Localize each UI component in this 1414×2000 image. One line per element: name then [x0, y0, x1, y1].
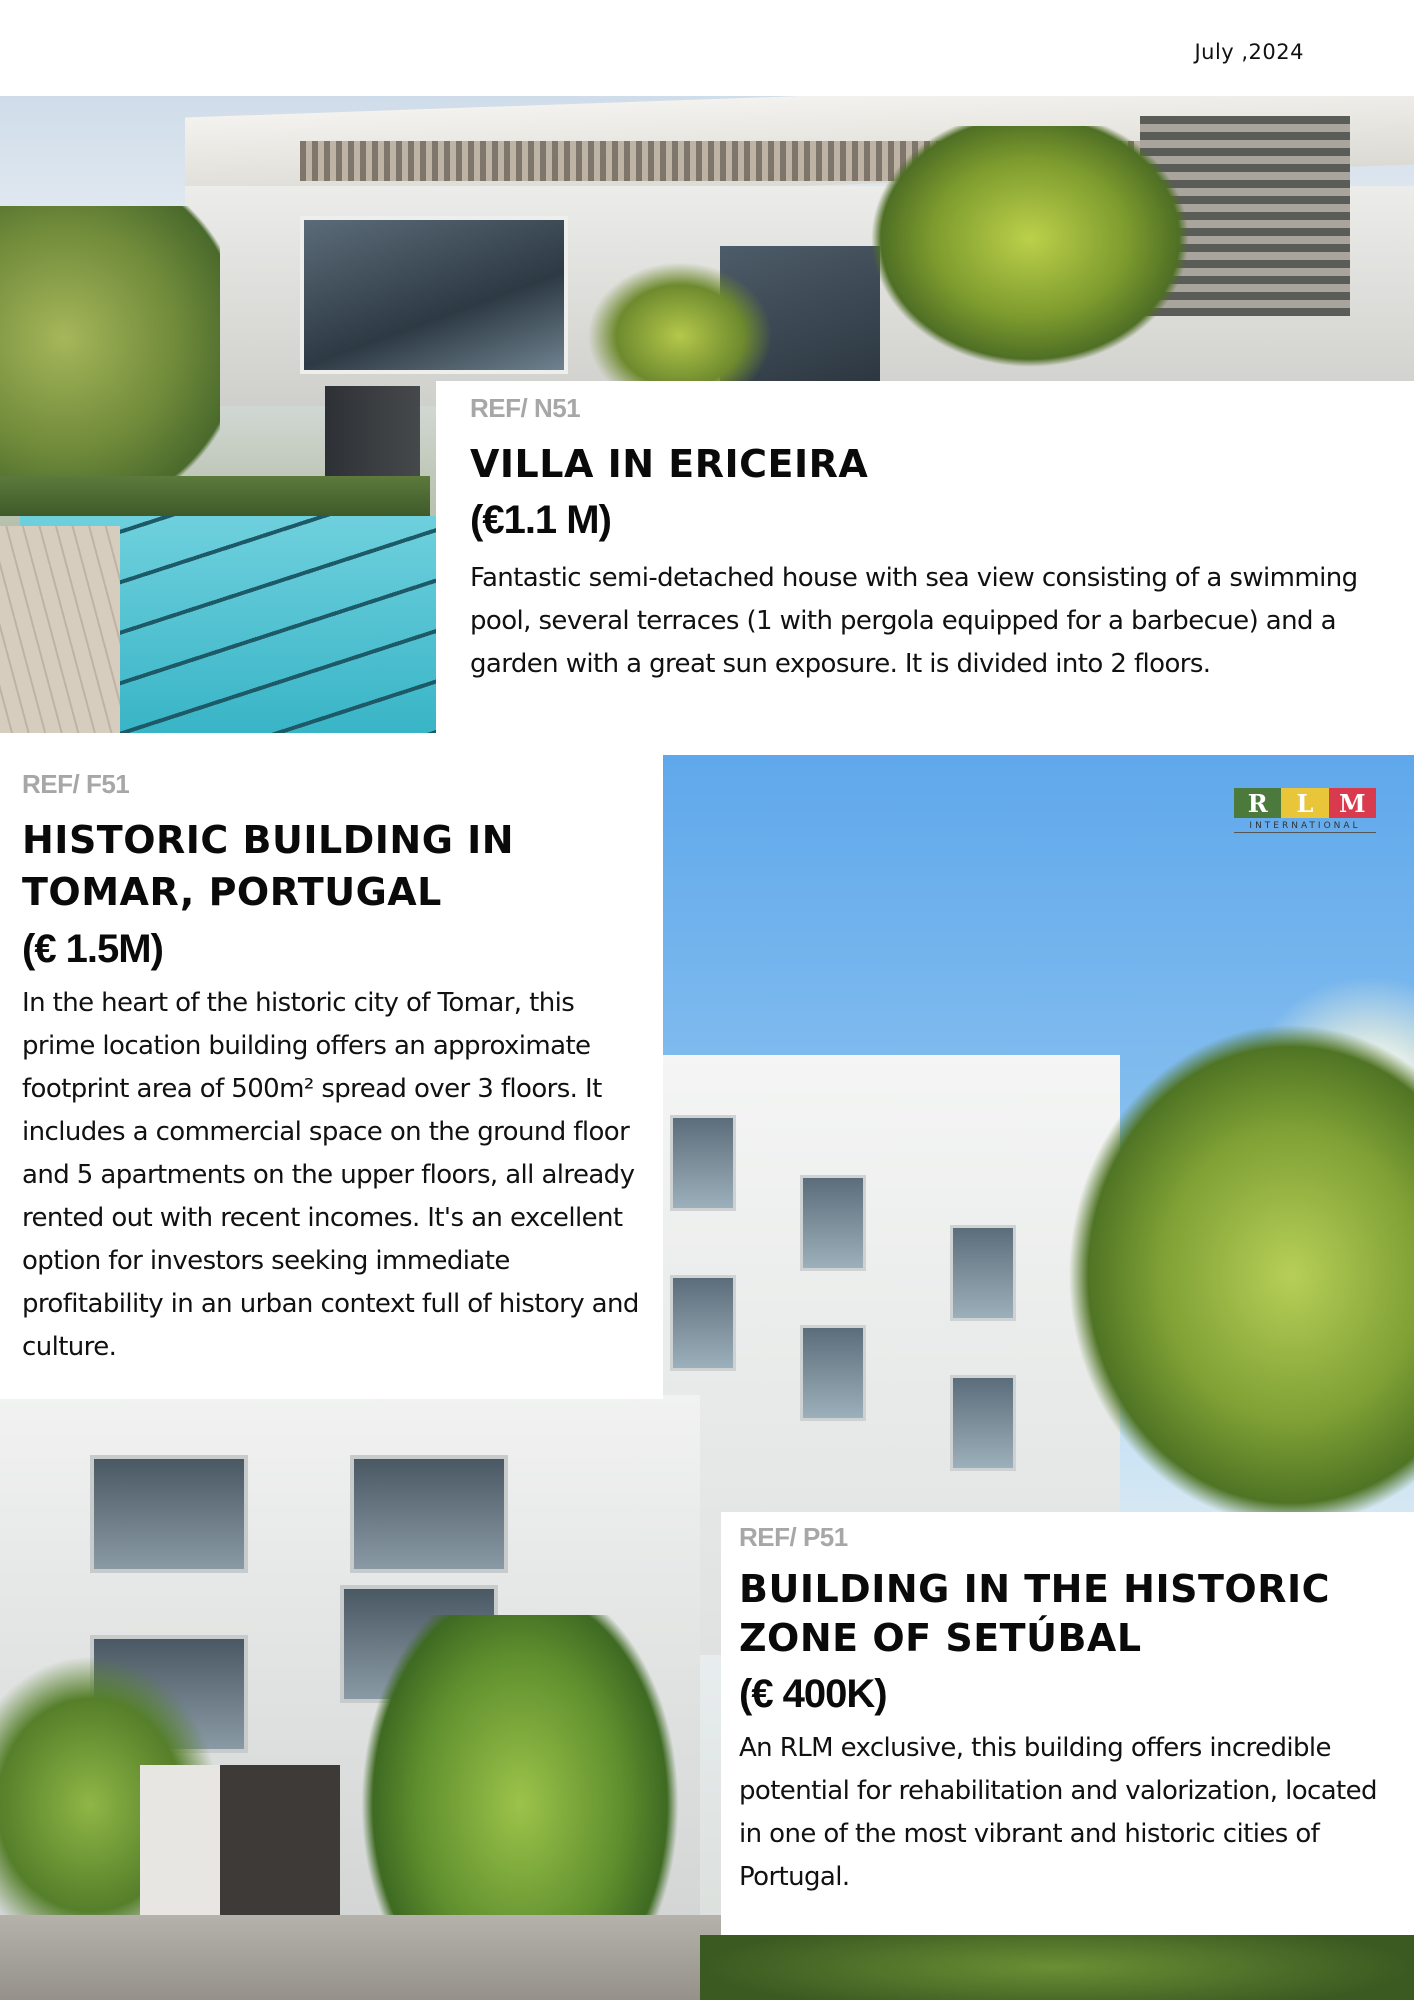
listing-ref: REF/ N51 [470, 393, 581, 423]
listing-card-setubal [721, 1512, 1414, 1935]
rlm-logo [1234, 788, 1376, 833]
listing-description: An RLM exclusive, this building offers incredible potential for rehabilitation and valorization, located in one of the most vibrant and historic cities of Portugal. [739, 1732, 1377, 1892]
publication-date: July ,2024 [1194, 40, 1304, 64]
listing-price: (€ 400K) [739, 1671, 887, 1716]
building-tree [1060, 1015, 1414, 1535]
listing-title: BUILDING IN THE HISTORIC ZONE OF SETÚBAL [739, 1567, 1330, 1661]
listing-title: VILLA IN ERICEIRA [470, 442, 869, 486]
listing-ref: REF/ P51 [739, 1522, 848, 1552]
logo-letter-m: M [1329, 788, 1376, 818]
building-window [670, 1275, 736, 1371]
listing-card-tomar [0, 755, 663, 1399]
building-window [800, 1325, 866, 1421]
logo-letters [1234, 788, 1376, 818]
building-window [800, 1175, 866, 1271]
building-foliage [700, 1935, 1414, 2000]
listing-price: (€1.1 M) [470, 498, 611, 543]
listing-price: (€ 1.5M) [22, 926, 163, 971]
listing-description: Fantastic semi-detached house with sea view consisting of a swimming pool, several terraces (1 with pergola equipped for a barbecue) and a garden with a great sun exposure. It is divided into 2 floors. [470, 563, 1358, 680]
villa-glass-window [300, 216, 568, 374]
listing-description: In the heart of the historic city of Tomar, this prime location building offers an approximate footprint area of 500m² spread over 3 floors. It includes a commercial space on the ground floor and 5 apartments on the upper floors, all already rented out with recent incomes. It's an excellent option for investors seeking immediate profitability in an urban context full of history and culture. [22, 987, 639, 1362]
building-window [90, 1455, 248, 1573]
building-window [950, 1225, 1016, 1321]
villa-deck [0, 526, 120, 733]
listing-ref: REF/ F51 [22, 769, 130, 799]
logo-letter-l: L [1281, 788, 1328, 818]
villa-hedge [0, 476, 430, 516]
building-window [950, 1375, 1016, 1471]
villa-palm-tree [860, 126, 1200, 376]
building-window [350, 1455, 508, 1573]
logo-subtitle: INTERNATIONAL [1234, 821, 1376, 833]
listing-title: HISTORIC BUILDING IN TOMAR, PORTUGAL [22, 818, 515, 915]
listing-card-villa [436, 381, 1414, 733]
logo-letter-r: R [1234, 788, 1281, 818]
building-window [670, 1115, 736, 1211]
